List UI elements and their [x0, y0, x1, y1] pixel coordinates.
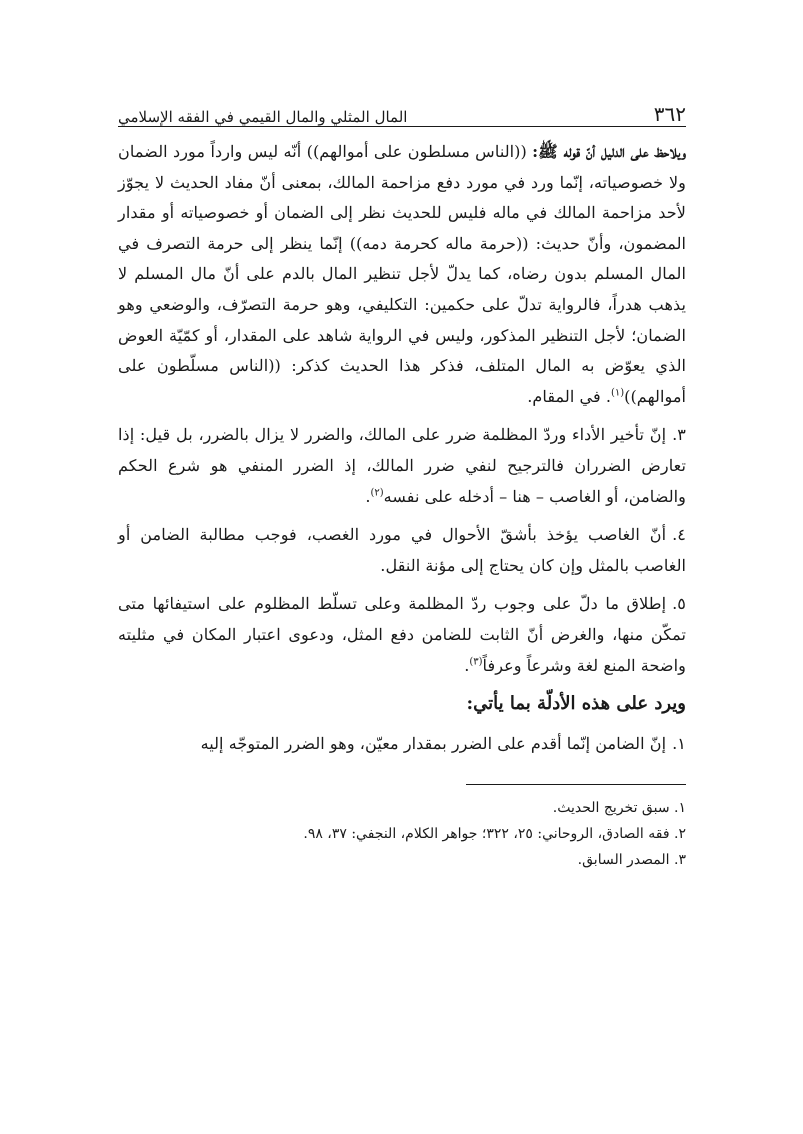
footnote-ref-1[interactable]: (١)	[610, 387, 625, 399]
paragraph-2-text: إنّ تأخير الأداء وردّ المظلمة ضرر على المالك، والضرر لا يزال بالضرر، بل قيل: إذا تعارض الضرران فالترجيح لنفي ضرر المالك، إذ الضرر المنفي هو شرع الحكم والضامن، أو الغاصب – هنا – أدخله على نفسه	[118, 425, 686, 506]
body-text	[118, 137, 686, 760]
paragraph-5-text: إنّ الضامن إنّما أقدم على الضرر بمقدار معيّن، وهو الضرر المتوجّه إليه	[200, 734, 667, 754]
footnote-1: ١. سبق تخريج الحديث.	[552, 799, 686, 816]
paragraph-1	[118, 137, 686, 412]
paragraph-2	[118, 420, 686, 512]
footnote-ref-2[interactable]: (٢)	[370, 487, 384, 499]
footnote-2: ٢. فقه الصادق، الروحاني: ٢٥، ٣٢٢؛ جواهر الكلام، النجفي: ٣٧، ٩٨.	[303, 825, 686, 842]
section-heading: ويرد على هذه الأدلّة بما يأتي:	[466, 693, 686, 715]
page-number: ٣٦٢	[653, 102, 686, 126]
book-page	[118, 92, 686, 873]
paragraph-4-tail: .	[464, 655, 470, 675]
footnotes	[118, 795, 686, 873]
paragraph-5	[118, 729, 686, 760]
running-title: المال المثلي والمال القيمي في الفقه الإسلامي	[118, 108, 408, 126]
paragraph-3-text: أنّ الغاصب يؤخذ بأشقّ الأحوال في مورد الغصب، فوجب مطالبة الضامن أو الغاصب بالمثل وإن كان يحتاج إلى مؤنة النقل.	[118, 525, 686, 575]
paragraph-1-lead: ويلاحظ على الدليل أنّ قوله ﷺ:	[532, 142, 686, 161]
item-number-4: ٤.	[672, 525, 686, 545]
running-header	[118, 92, 686, 127]
footnote-ref-3[interactable]: (٣)	[469, 656, 483, 668]
paragraph-4-text: إطلاق ما دلّ على وجوب ردّ المظلمة وعلى تسلّط المظلوم على استيفائها متى تمكّن منها، والغرض أنّ الثابت للضامن دفع المثل، ودعوى اعتبار المكان في مثليته واضحة المنع لغة وشرعاً وعرفاً	[118, 594, 686, 675]
paragraph-2-tail: .	[365, 486, 371, 506]
footnote-divider	[466, 784, 686, 785]
paragraph-4	[118, 589, 686, 681]
item-number-3: ٣.	[672, 425, 686, 445]
item-number-1: ١.	[672, 734, 686, 754]
paragraph-3	[118, 520, 686, 581]
item-number-5: ٥.	[672, 594, 686, 614]
paragraph-1-text: ((الناس مسلطون على أموالهم)) أنّه ليس وارداً مورد الضمان ولا خصوصياته، إنّما ورد في مورد دفع مزاحمة المالك، بمعنى أنّ مفاد الحديث لا يجوّز لأحد مزاحمة المالك في ماله فليس للحديث نظر إلى الضمان أو خصوصياته أو مقدار المضمون، وأنّ حديث: ((حرمة ماله كحرمة دمه)) إنّما ينظر إلى حرمة التصرف في المال المسلم بدون رضاه، كما يدلّ لأجل تنظير المال بالدم على أنّ مال المسلم لا يذهب هدراً، فالرواية تدلّ على حكمين: التكليفي، وهو حرمة التصرّف، والوضعي وهو الضمان؛ لأجل التنظير المذكور، وليس في الرواية شاهد على المقدار، أو كمّيّة العوض الذي يعوّض به المال المتلف، فذكر هذا الحديث كذكر: ((الناس مسلّطون على أموالهم))	[118, 142, 686, 406]
footnote-3: ٣. المصدر السابق.	[577, 851, 686, 868]
paragraph-1-tail: . في المقام.	[527, 386, 611, 406]
